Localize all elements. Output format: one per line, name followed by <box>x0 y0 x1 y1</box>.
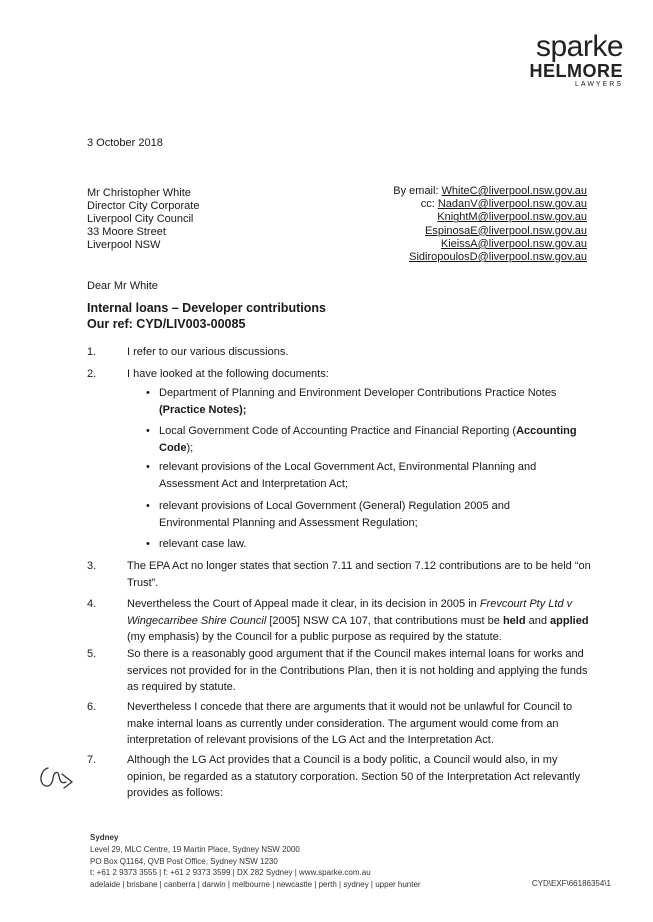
document-reference: CYD\EXF\66186354\1 <box>531 879 611 888</box>
text-run: and <box>525 614 551 627</box>
firm-logo <box>488 32 623 100</box>
email-link-cc[interactable]: SidiropoulosD@liverpool.nsw.gov.au <box>409 251 587 264</box>
bullet-icon: • <box>146 538 150 550</box>
paragraph-number: 2. <box>87 368 97 380</box>
recipient-address <box>87 187 199 252</box>
bullet-text: relevant provisions of the Local Government Act, Environmental Planning and Assessment Act and Interpretation Act; <box>159 461 537 490</box>
paragraph-1 <box>87 344 597 361</box>
defined-term: Accounting <box>516 425 577 437</box>
bullet-icon: • <box>146 461 150 473</box>
paragraph-text: Nevertheless I concede that there are arguments that it would not be unlawful for Council to make internal loans as currently under consideration. The argument would come from an interpretation of relevant provisions of the LG Act and the Interpretation Act. <box>127 701 573 747</box>
recipient-title: Director City Corporate <box>87 200 200 212</box>
paragraph-number: 7. <box>87 754 97 766</box>
paragraph-number: 6. <box>87 701 97 713</box>
bullet-item <box>146 498 581 531</box>
recipient-city: Liverpool NSW <box>87 239 161 251</box>
bullet-icon: • <box>146 387 150 399</box>
paragraph-number: 4. <box>87 598 97 610</box>
email-link-to[interactable]: WhiteC@liverpool.nsw.gov.au <box>441 185 587 197</box>
email-link-cc[interactable]: NadanV@liverpool.nsw.gov.au <box>437 198 587 211</box>
subject-line: Internal loans – Developer contributions <box>87 301 326 315</box>
paragraph-5 <box>87 646 597 696</box>
footer-offices: adelaide | brisbane | canberra | darwin | melbourne | newcastle | perth | sydney | upper hunter <box>90 880 421 890</box>
paragraph-number: 5. <box>87 648 97 660</box>
footer <box>90 832 421 891</box>
text-run: [2005] NSW CA 107, that contributions must be <box>266 614 503 627</box>
paragraph-number: 1. <box>87 346 97 358</box>
reference-line: Our ref: CYD/LIV003-00085 <box>87 317 246 331</box>
paragraph-text: Although the LG Act provides that a Council is a body politic, a Council would also, in my opinion, be regarded as a statutory corporation. Section 50 of the Interpretation Act relevantly provides as follows: <box>127 754 581 800</box>
email-link-cc[interactable]: KnightM@liverpool.nsw.gov.au <box>437 211 587 224</box>
recipient-name: Mr Christopher White <box>87 187 191 199</box>
logo-line-1: sparke <box>535 30 623 63</box>
paragraph-2 <box>87 366 597 383</box>
text-run: (my emphasis) by the Council for a public purpose as required by the statute. <box>127 631 502 644</box>
emphasis: applied <box>550 614 589 627</box>
email-link-cc[interactable]: KieissA@liverpool.nsw.gov.au <box>440 237 587 250</box>
bullet-text: Department of Planning and Environment Developer Contributions Practice Notes <box>159 387 557 399</box>
paragraph-text: I have looked at the following documents: <box>127 368 329 380</box>
case-name: Frevcourt Pty Ltd v Wingecarribee Shire Council <box>127 598 573 627</box>
paragraph-text <box>127 596 597 646</box>
cc-label: cc: <box>420 198 435 211</box>
paragraph-number: 3. <box>87 560 97 572</box>
recipient-org: Liverpool City Council <box>87 213 194 225</box>
bullet-item <box>146 536 581 553</box>
subject-heading <box>87 300 326 332</box>
greeting: Dear Mr White <box>87 280 158 292</box>
logo-line-3: LAWYERS <box>575 81 623 88</box>
letter-date: 3 October 2018 <box>87 137 163 149</box>
defined-term: (Practice Notes); <box>159 403 247 416</box>
footer-postal: PO Box Q1164, QVB Post Office, Sydney NSW 1230 <box>90 856 278 866</box>
email-list <box>393 185 587 264</box>
bullet-text: Local Government Code of Accounting Practice and Financial Reporting ( <box>159 425 517 437</box>
by-email-label: By email: <box>393 185 439 197</box>
footer-address: Level 29, MLC Centre, 19 Martin Place, Sydney NSW 2000 <box>90 844 300 854</box>
emphasis: held <box>502 614 526 627</box>
handwritten-initials <box>36 762 76 792</box>
bullet-item <box>146 385 581 418</box>
bullet-text: relevant provisions of Local Government (General) Regulation 2005 and Environmental Planning and Assessment Regulation; <box>159 500 510 529</box>
defined-term: Code <box>159 441 187 454</box>
bullet-icon: • <box>146 425 150 437</box>
footer-contact: t: +61 2 9373 3555 | f: +61 2 9373 3599 | DX 282 Sydney | www.sparke.com.au <box>90 868 371 878</box>
bullet-item <box>146 459 581 492</box>
email-link-cc[interactable]: EspinosaE@liverpool.nsw.gov.au <box>425 224 587 237</box>
bullet-item <box>146 423 581 456</box>
bullet-text: ); <box>186 441 194 454</box>
paragraph-4 <box>87 596 597 646</box>
paragraph-3 <box>87 558 597 591</box>
paragraph-7 <box>87 752 597 802</box>
paragraph-text: The EPA Act no longer states that section 7.11 and section 7.12 contributions are to be held “on Trust”. <box>127 560 591 589</box>
footer-office: Sydney <box>90 833 119 842</box>
recipient-street: 33 Moore Street <box>87 226 166 238</box>
text-run: Nevertheless the Court of Appeal made it clear, in its decision in 2005 in <box>127 598 480 610</box>
paragraph-6 <box>87 699 597 749</box>
logo-line-2: HELMORE <box>529 61 623 81</box>
paragraph-text: I refer to our various discussions. <box>127 346 289 358</box>
bullet-text: relevant case law. <box>159 538 247 550</box>
paragraph-text: So there is a reasonably good argument that if the Council makes internal loans for works and services not provided for in the Contributions Plan, then it is not holding and applying the funds as required by statute. <box>127 648 588 694</box>
bullet-icon: • <box>146 500 150 512</box>
